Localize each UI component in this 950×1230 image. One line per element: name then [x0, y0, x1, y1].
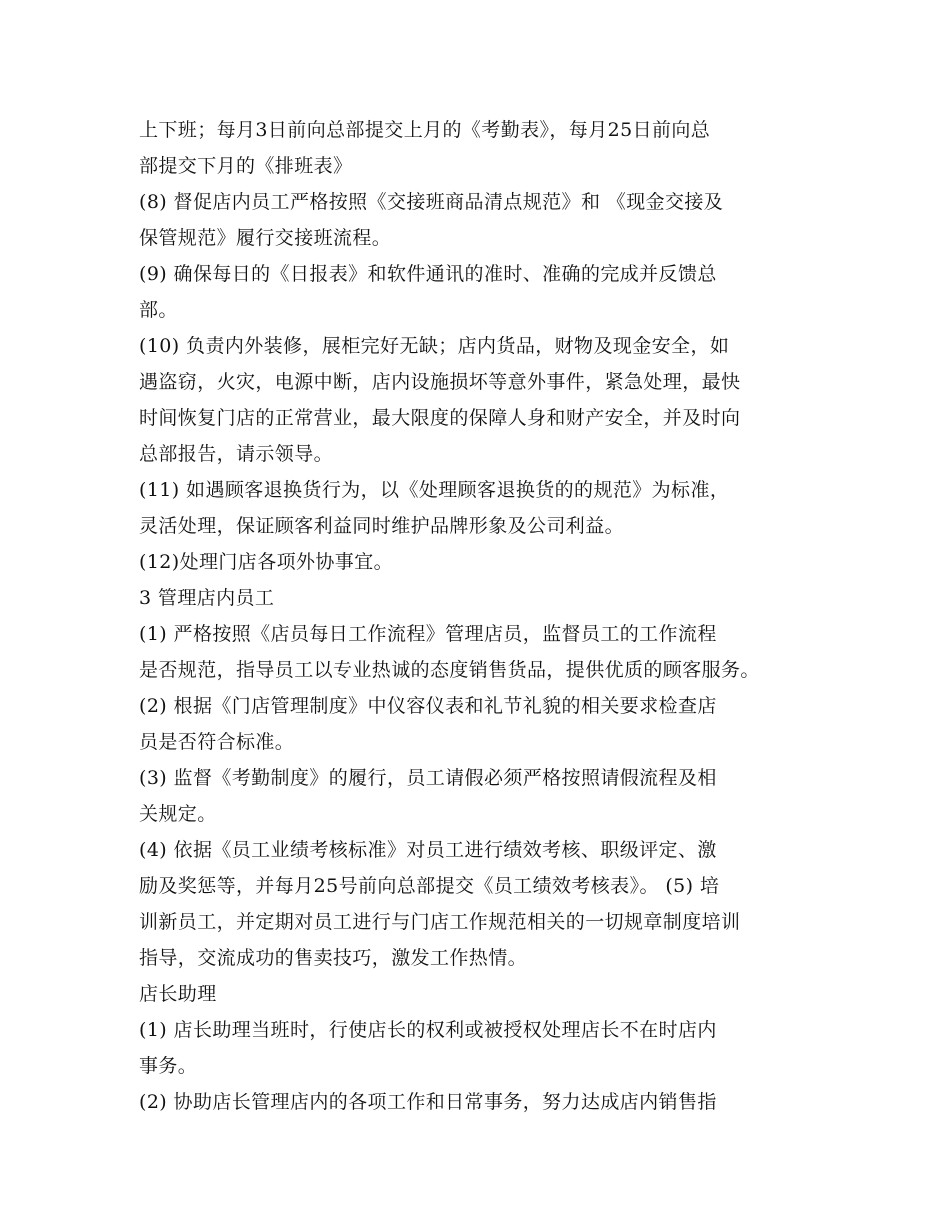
text-line: (3) 监督《考勤制度》的履行，员工请假必须严格按照请假流程及相	[139, 767, 717, 789]
text-line: 员是否符合标准。	[139, 731, 295, 753]
section-heading: 3 管理店内员工	[139, 587, 275, 609]
section-heading: 店长助理	[139, 983, 217, 1005]
text-line: (10) 负责内外装修，展柜完好无缺；店内货品，财物及现金安全，如	[139, 335, 730, 357]
text-line: (12)处理门店各项外协事宜。	[139, 551, 394, 573]
text-line: (4) 依据《员工业绩考核标准》对员工进行绩效考核、职级评定、激	[139, 839, 717, 861]
text-line: (1) 店长助理当班时，行使店长的权利或被授权处理店长不在时店内	[139, 1019, 717, 1041]
text-line: 部。	[139, 299, 178, 321]
text-line: 部提交下月的《排班表》	[139, 155, 353, 177]
text-line: (9) 确保每日的《日报表》和软件通讯的准时、准确的完成并反馈总	[139, 263, 717, 285]
text-line: (1) 严格按照《店员每日工作流程》管理店员，监督员工的工作流程	[139, 623, 717, 645]
text-line: 遇盗窃，火灾，电源中断，店内设施损坏等意外事件，紧急处理，最快	[139, 371, 741, 393]
text-line: 总部报告，请示领导。	[139, 443, 334, 465]
text-line: 保管规范》履行交接班流程。	[139, 227, 392, 249]
text-line: (11) 如遇顾客退换货行为，以《处理顾客退换货的的规范》为标准，	[139, 479, 730, 501]
text-line: 励及奖惩等，并每月25号前向总部提交《员工绩效考核表》。 (5) 培	[139, 875, 720, 897]
text-line: (2) 根据《门店管理制度》中仪容仪表和礼节礼貌的相关要求检查店	[139, 695, 717, 717]
text-line: 训新员工，并定期对员工进行与门店工作规范相关的一切规章制度培训	[139, 911, 741, 933]
text-line: 上下班；每月3日前向总部提交上月的《考勤表》，每月25日前向总	[139, 119, 711, 141]
text-line: (8) 督促店内员工严格按照《交接班商品清点规范》和 《现金交接及	[139, 191, 724, 213]
text-line: 指导，交流成功的售卖技巧，激发工作热情。	[139, 947, 528, 969]
text-line: 事务。	[139, 1055, 198, 1077]
text-line: 时间恢复门店的正常营业，最大限度的保障人身和财产安全，并及时向	[139, 407, 741, 429]
text-line: (2) 协助店长管理店内的各项工作和日常事务，努力达成店内销售指	[139, 1091, 717, 1113]
text-line: 是否规范，指导员工以专业热诚的态度销售货品，提供优质的顾客服务。	[139, 659, 760, 681]
text-line: 灵活处理，保证顾客利益同时维护品牌形象及公司利益。	[139, 515, 625, 537]
text-line: 关规定。	[139, 803, 217, 825]
